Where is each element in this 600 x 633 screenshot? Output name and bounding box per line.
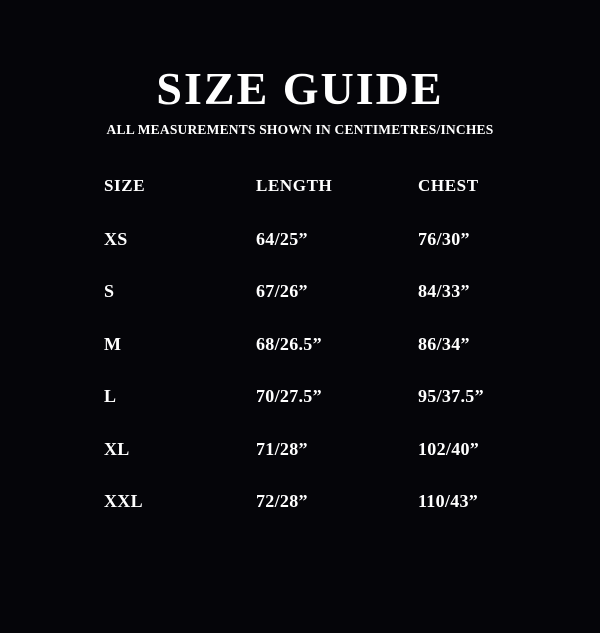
table-row <box>104 229 524 282</box>
table-row <box>104 386 524 439</box>
cell-chest: 84/33” <box>418 281 470 301</box>
cell-size: XXL <box>104 491 143 511</box>
cell-size: M <box>104 333 122 354</box>
cell-length: 70/27.5” <box>256 386 322 406</box>
cell-chest: 86/34” <box>418 333 470 354</box>
column-header-chest: CHEST <box>418 176 479 195</box>
cell-size: S <box>104 281 115 301</box>
cell-chest: 76/30” <box>418 228 470 249</box>
cell-length: 71/28” <box>256 438 308 459</box>
size-guide-table <box>104 176 524 544</box>
table-row <box>104 491 524 544</box>
cell-length: 64/25” <box>256 228 308 249</box>
cell-size: XL <box>104 438 130 459</box>
table-row <box>104 281 524 334</box>
page-subtitle: ALL MEASUREMENTS SHOWN IN CENTIMETRES/INCHES <box>106 122 494 137</box>
column-header-size: SIZE <box>104 176 146 195</box>
cell-length: 68/26.5” <box>256 333 322 354</box>
table-header-row <box>104 176 524 229</box>
page-title: SIZE GUIDE <box>156 63 444 114</box>
cell-length: 67/26” <box>256 281 308 301</box>
table-row <box>104 439 524 492</box>
column-header-length: LENGTH <box>256 176 333 195</box>
cell-size: XS <box>104 228 128 249</box>
cell-size: L <box>104 386 117 406</box>
cell-length: 72/28” <box>256 491 308 511</box>
table-row <box>104 334 524 387</box>
cell-chest: 110/43” <box>418 491 479 511</box>
cell-chest: 102/40” <box>418 438 480 459</box>
cell-chest: 95/37.5” <box>418 386 484 406</box>
